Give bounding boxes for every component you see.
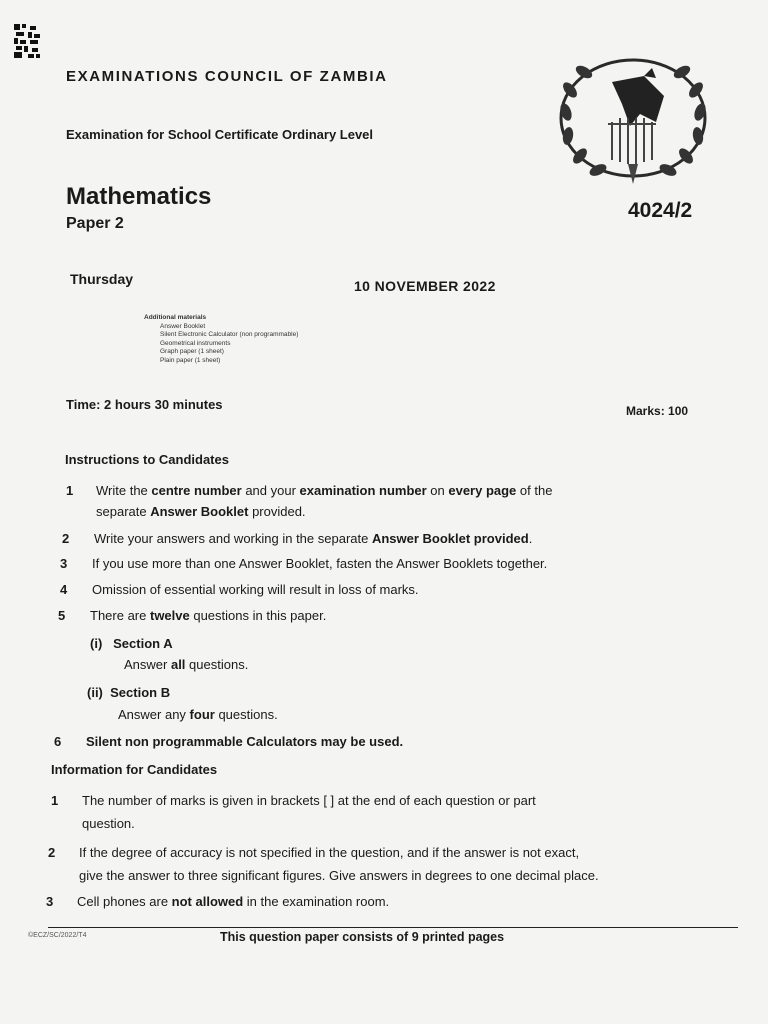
information-heading: Information for Candidates	[51, 762, 218, 777]
materials-item: Plain paper (1 sheet)	[160, 356, 221, 364]
subject-title: Mathematics	[66, 183, 212, 210]
materials-item: Graph paper (1 sheet)	[160, 348, 224, 356]
page-count-note: This question paper consists of 9 printed pages	[220, 930, 505, 944]
total-marks: Marks: 100	[626, 404, 689, 418]
section-b-title: (ii) Section B	[87, 685, 171, 700]
exam-time: Time: 2 hours 30 minutes	[66, 397, 223, 412]
materials-item: Silent Electronic Calculator (non programmable)	[160, 331, 299, 339]
section-a-title: (i) Section A	[90, 636, 173, 651]
council-name: EXAMINATIONS COUNCIL OF ZAMBIA	[66, 68, 388, 85]
exam-level: Examination for School Certificate Ordinary Level	[66, 127, 374, 142]
additional-materials	[144, 314, 298, 366]
paper-code: 4024/2	[628, 199, 693, 222]
exam-day: Thursday	[70, 271, 134, 287]
exam-date: 10 NOVEMBER 2022	[354, 278, 496, 294]
copyright-code: ©ECZ/SC/2022/T4	[28, 932, 87, 939]
section-b-instruction: Answer any four questions.	[118, 707, 278, 722]
footer-divider	[48, 927, 738, 928]
paper-number: Paper 2	[66, 215, 124, 232]
barcode-icon	[14, 24, 40, 58]
instructions-heading: Instructions to Candidates	[65, 452, 229, 467]
coat-of-arms-icon	[552, 52, 714, 190]
exam-cover-page: EXAMINATIONS COUNCIL OF ZAMBIA Examination for School Certificate Ordinary Level Mathematics Paper 2 4024/2 Thursday 10 NOVEMBER 2022 Additional materials Answer Booklet Silent Electronic Calculator (non programmable) Geometrical instruments Graph paper (1 sheet) Plain paper (1 sheet) Time: 2 hours 30 minutes Marks: 100 Instructions to Candidates 1 Write the centre number and your examination number on every page of the separate Answer Booklet provided. 2 Write your answers and working in the separate Answer Booklet provided. 3 If you use more than one Answer Booklet, fasten the Answer Booklets together. 4 Omission of essential working will result in loss of marks. 5 There are twelve questions in this paper. (i) Section A Answer all questions. (ii) Section B Answer any four questions. 6 Silent non programmable Calculators may be used. Information for Candidates 1 The number of marks is given in brackets [ ] at the end of each question or part question. 2 If the degree of accuracy is not specified in the question, and if the answer is not exact, give the answer to three significant figures. Give answers in degrees to one decimal place. 3 Cell phones are not allowed in the examination room. ©ECZ/SC/2022/T4 This question paper consists of 9 printed pages	[0, 0, 768, 1024]
materials-item: Answer Booklet	[160, 322, 206, 330]
section-a-instruction: Answer all questions.	[124, 657, 249, 672]
materials-item: Geometrical instruments	[160, 339, 231, 347]
materials-heading: Additional materials	[144, 314, 207, 321]
